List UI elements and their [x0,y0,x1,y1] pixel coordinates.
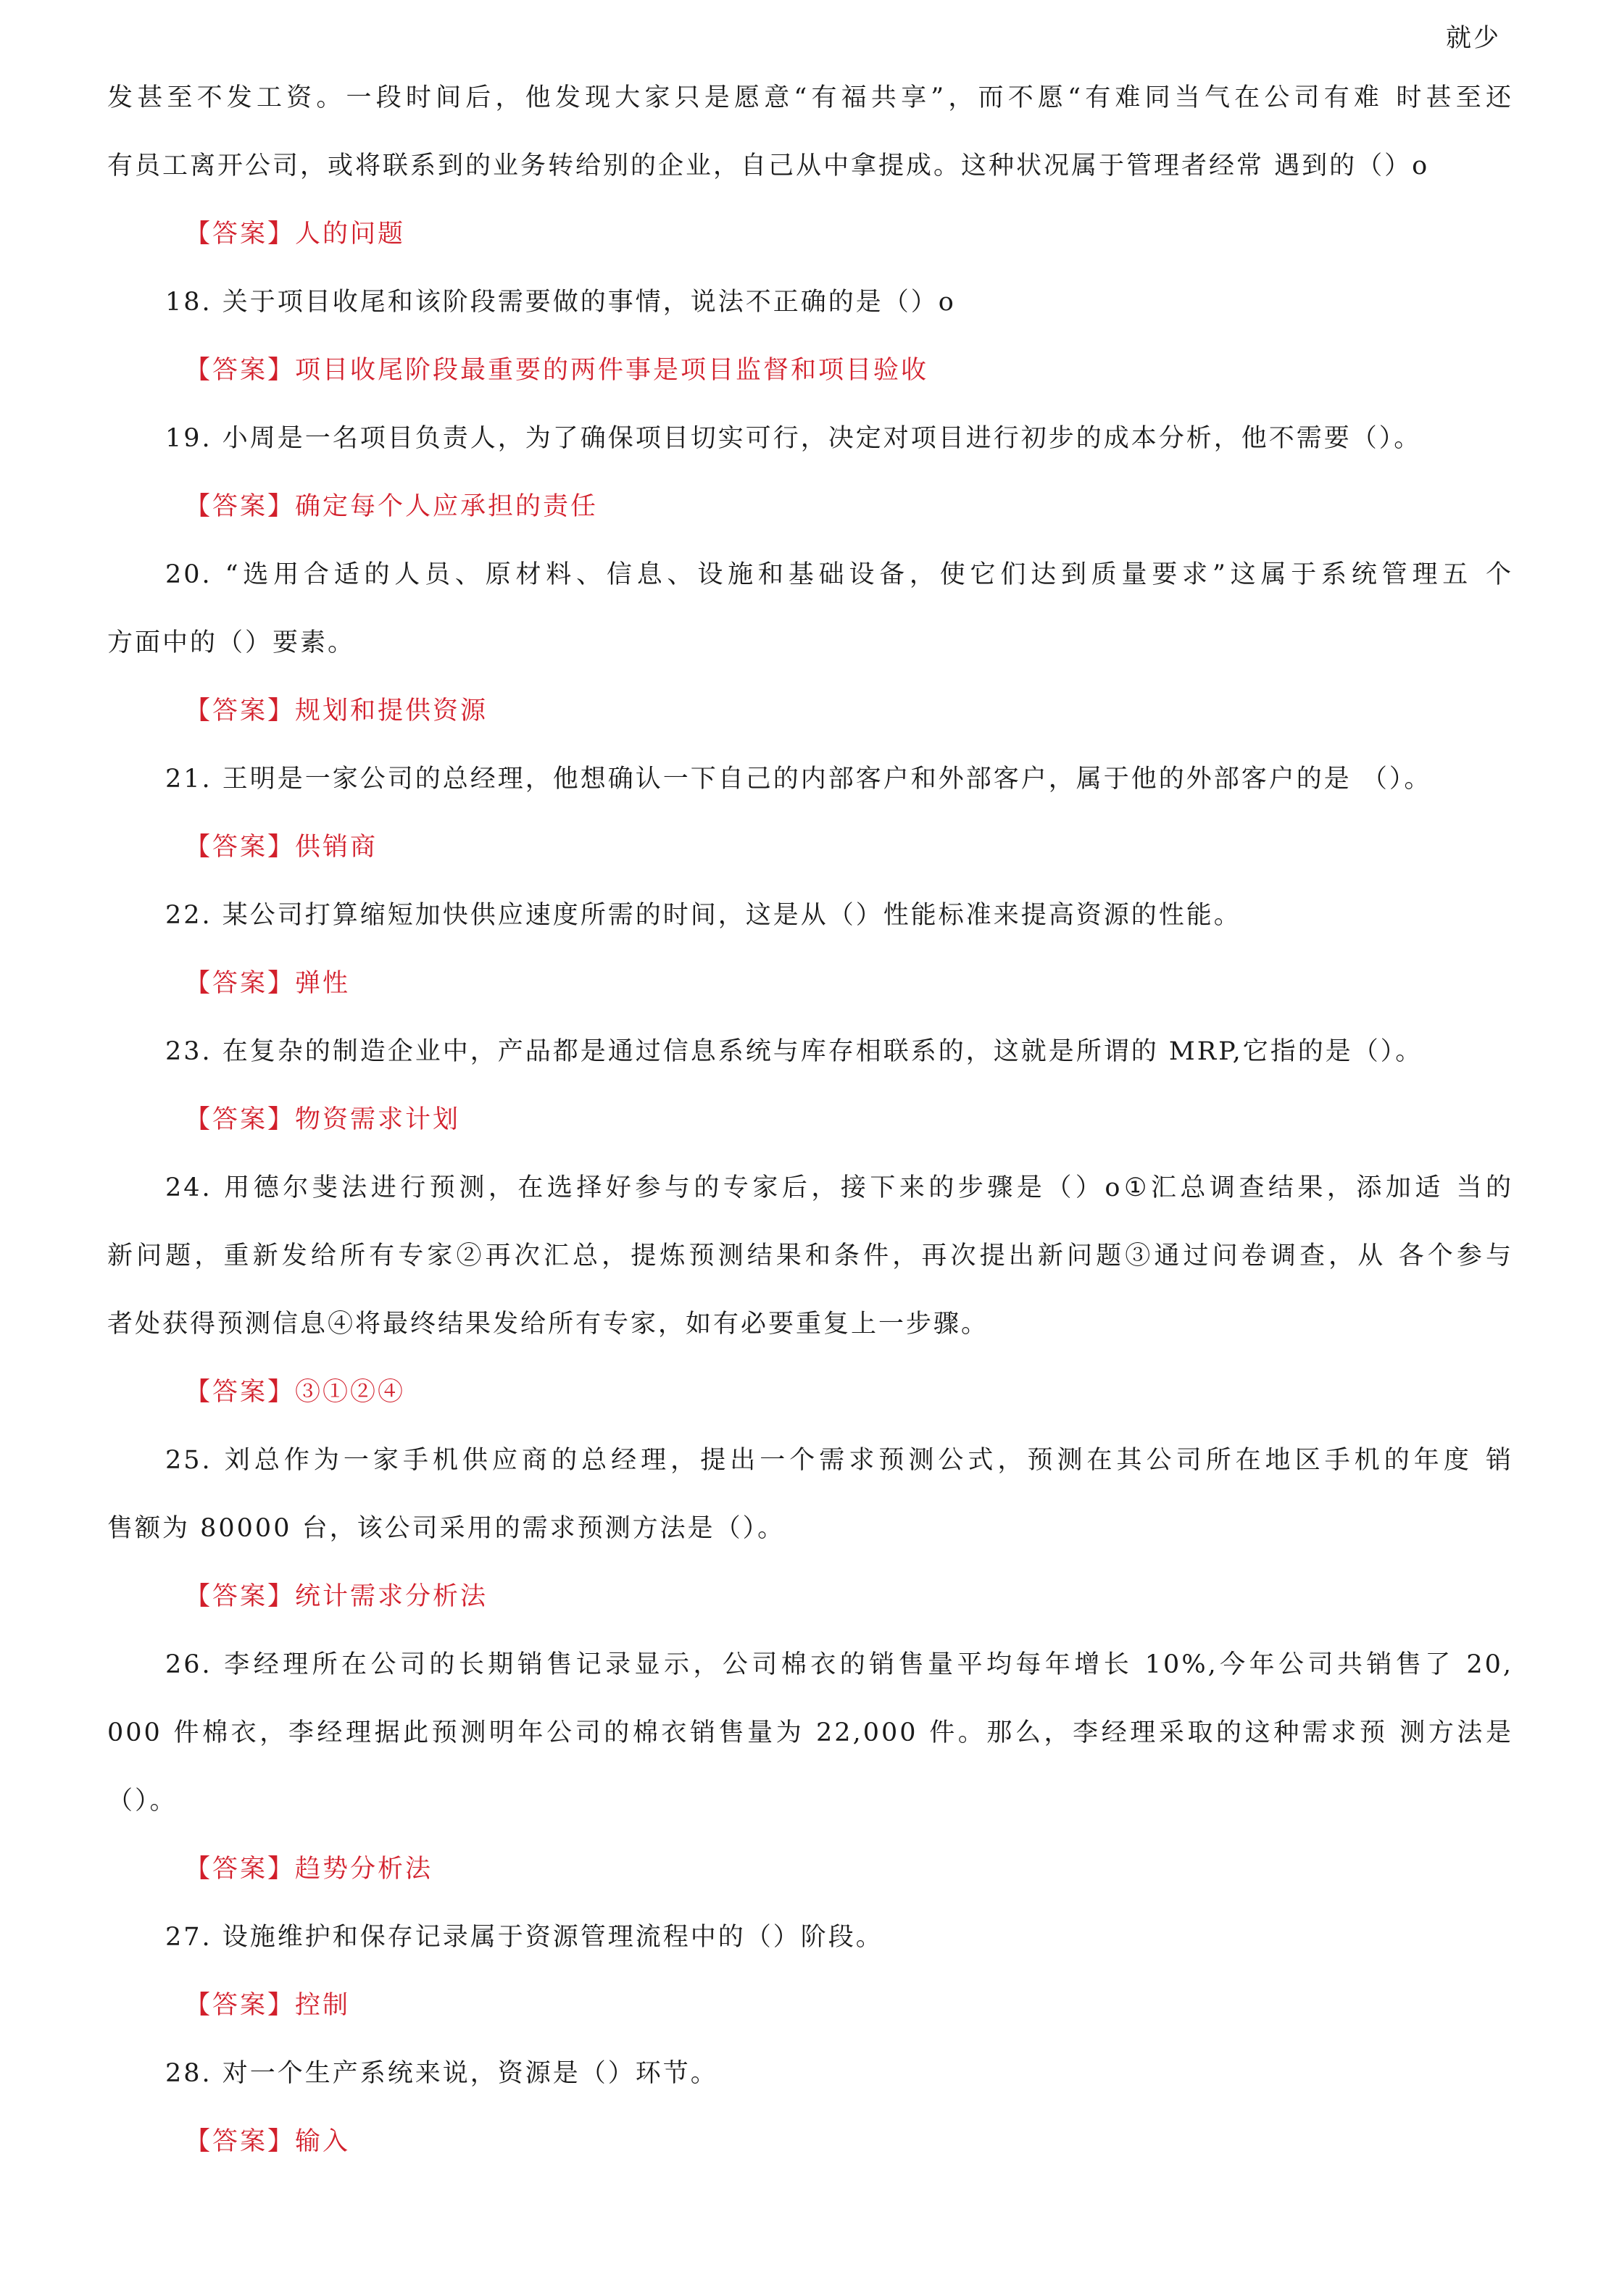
answer-text: 规划和提供资源 [295,696,488,725]
header-note: 就少 [1446,24,1502,53]
answer-tag: 【答案】 [185,833,296,862]
question-21: 21. 王明是一家公司的总经理，他想确认一下自己的内部客户和外部客户，属于他的外部客户的是 （）。 [165,765,1432,794]
question-19: 19. 小周是一名项目负责人，为了确保项目切实可行，决定对项目进行初步的成本分析，他不需要（）。 [165,424,1422,453]
answer-line [185,490,598,523]
question-22: 22. 某公司打算缩短加快供应速度所需的时间，这是从（）性能标准来提高资源的性能。 [165,901,1241,930]
answer-line [185,1580,488,1613]
question-18: 18. 关于项目收尾和该阶段需要做的事情，说法不正确的是（）o [165,288,956,317]
answer-text: 控制 [295,1991,351,2020]
question-text-line: （）。 [107,1787,178,1815]
answer-tag: 【答案】 [185,1582,296,1611]
answer-text: 输入 [295,2127,351,2156]
answer-text: 物资需求计划 [295,1105,461,1134]
answer-tag: 【答案】 [185,220,296,249]
question-20: 20. “选用合适的人员、原材料、信息、设施和基础设备，使它们达到质量要求”这属于系统管理五 个 [165,560,1513,589]
question-text-line: 方面中的（）要素。 [107,628,356,657]
question-text-line: 售额为 80000 台，该公司采用的需求预测方法是（）。 [107,1514,786,1543]
answer-line [185,1852,433,1886]
answer-line [185,354,928,387]
answer-line [185,831,378,864]
answer-tag: 【答案】 [185,492,296,521]
question-23: 23. 在复杂的制造企业中，产品都是通过信息系统与库存相联系的，这就是所谓的 MRP,它指的是（）。 [165,1037,1423,1066]
answer-text: 弹性 [295,969,351,998]
answer-text: 统计需求分析法 [295,1582,488,1611]
answer-tag: 【答案】 [185,1991,296,2020]
answer-text: 确定每个人应承担的责任 [295,492,599,521]
question-text-line: 发甚至不发工资。一段时间后，他发现大家只是愿意“有福共享”，而不愿“有难同当气在公司有难 时甚至还 [107,83,1513,112]
answer-line [185,1103,460,1136]
question-text-line: 000 件棉衣，李经理据此预测明年公司的棉衣销售量为 22,000 件。那么，李经理采取的这种需求预 测方法是 [107,1718,1513,1747]
answer-text: 项目收尾阶段最重要的两件事是项目监督和项目验收 [295,356,929,385]
question-text-line: 者处获得预测信息④将最终结果发给所有专家，如有必要重复上一步骤。 [107,1310,989,1339]
answer-text: ③①②④ [295,1378,406,1407]
answer-tag: 【答案】 [185,1105,296,1134]
answer-line [185,217,405,251]
question-text-line: 新问题，重新发给所有专家②再次汇总，提炼预测结果和条件，再次提出新问题③通过问卷调查，从 各个参与 [107,1241,1513,1270]
answer-tag: 【答案】 [185,1855,296,1884]
answer-text: 人的问题 [295,220,406,249]
question-25: 25. 刘总作为一家手机供应商的总经理，提出一个需求预测公式，预测在其公司所在地区手机的年度 销 [165,1446,1513,1475]
answer-tag: 【答案】 [185,969,296,998]
answer-line [185,694,488,728]
answer-line [185,1376,405,1409]
question-26: 26. 李经理所在公司的长期销售记录显示，公司棉衣的销售量平均每年增长 10%,今年公司共销售了 20, [165,1650,1513,1679]
answer-tag: 【答案】 [185,696,296,725]
question-28: 28. 对一个生产系统来说，资源是（）环节。 [165,2059,718,2088]
answer-tag: 【答案】 [185,356,296,385]
question-24: 24. 用德尔斐法进行预测，在选择好参与的专家后，接下来的步骤是（）o①汇总调查结果，添加适 当的 [165,1173,1513,1202]
answer-line [185,967,350,1000]
answer-text: 趋势分析法 [295,1855,433,1884]
question-27: 27. 设施维护和保存记录属于资源管理流程中的（）阶段。 [165,1923,883,1952]
question-text-line: 有员工离开公司，或将联系到的业务转给别的企业，自己从中拿提成。这种状况属于管理者经常 遇到的（）o [107,151,1430,180]
answer-tag: 【答案】 [185,2127,296,2156]
answer-line [185,1989,350,2022]
answer-tag: 【答案】 [185,1378,296,1407]
answer-text: 供销商 [295,833,378,862]
answer-line [185,2125,350,2158]
